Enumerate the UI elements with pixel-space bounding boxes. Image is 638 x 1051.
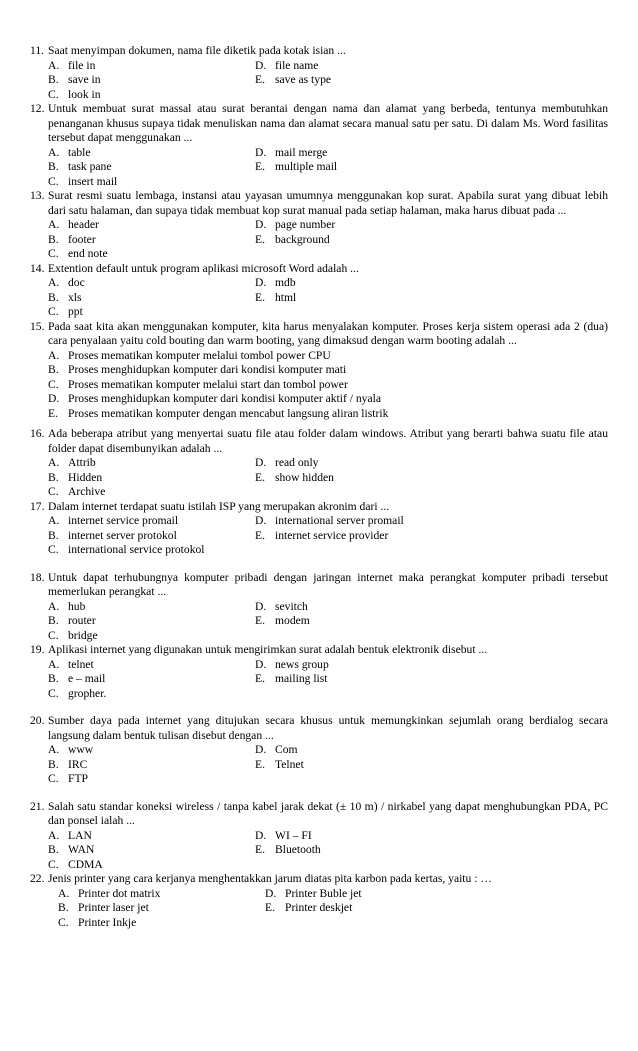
options [48,276,608,320]
option-c [48,175,255,190]
option-d [255,514,608,529]
option-b [48,73,255,88]
option-letter: C. [48,305,59,318]
option-text: Printer laser jet [78,901,149,914]
option-text: show hidden [275,470,334,484]
option-a [58,887,265,902]
option-text: mdb [275,276,296,289]
question-number: 16. [30,427,45,440]
question-21 [30,800,608,873]
option-letter: A. [48,599,60,613]
option-d [255,146,608,161]
option-text: news group [275,657,329,671]
option-letter: D. [255,514,267,527]
question-text: Untuk membuat surat massal atau surat berantai dengan nama dan alamat yang berbeda, tentunya membutuhkan penanganan khusus supaya tidak menuliskan nama dan alamat secara manual satu per satu. Di dalam Ms. Word fasilitas tersebut dapat menggunakan ... [48,102,608,144]
option-a [48,59,255,74]
option-letter: D. [255,456,267,469]
option-letter: C. [48,857,59,871]
option-letter: E. [255,290,265,304]
option-letter: A. [48,276,60,289]
option-text: Archive [68,485,106,498]
option-a [48,829,255,844]
option-c [48,629,255,644]
question-19 [30,643,608,701]
option-letter: A. [48,145,60,159]
option-d [265,887,608,902]
option-text: task pane [68,160,112,173]
option-text: xls [68,290,82,304]
option-letter: B. [48,470,59,484]
option-d [255,658,608,673]
option-e [265,901,608,916]
question-text: Salah satu standar koneksi wireless / tanpa kabel jarak dekat (± 10 m) / nirkabel yang dapat menghubungkan PDA, PC dan ponsel ialah ... [48,799,608,827]
option-letter: B. [48,614,59,627]
question-text: Extention default untuk program aplikasi microsoft Word adalah ... [48,261,359,275]
option-text: bridge [68,628,98,642]
options [58,887,608,931]
option-text: router [68,614,96,627]
option-d [255,218,608,233]
question-text: Jenis printer yang cara kerjanya menghentakkan jarum diatas pita karbon pada kertas, yaitu : … [48,872,492,885]
option-e [255,529,608,544]
option-letter: B. [48,843,59,856]
question-22 [30,872,608,930]
option-letter: A. [48,514,60,527]
option-b [48,672,255,687]
option-letter: D. [255,145,267,159]
question-text: Saat menyimpan dokumen, nama file diketik pada kotak isian ... [48,44,346,57]
option-text: footer [68,232,96,246]
option-letter: B. [48,757,59,771]
option-text: Printer dot matrix [78,886,161,900]
question-20 [30,714,608,787]
option-letter: D. [255,276,267,289]
option-e [255,233,608,248]
option-letter: E. [48,406,58,420]
option-text: CDMA [68,857,103,871]
option-letter: C. [58,915,69,929]
question-number: 19. [30,643,45,656]
question-12 [30,102,608,189]
option-text: mailing list [275,672,328,685]
option-text: Printer Buble jet [285,886,362,900]
question-number: 12. [30,102,45,115]
option-letter: B. [48,290,59,304]
options [48,743,608,787]
option-text: gropher. [68,686,107,700]
question-text: Aplikasi internet yang digunakan untuk mengirimkan surat adalah bentuk elektronik disebut ... [48,643,488,656]
option-e [255,291,608,306]
option-text: modem [275,614,310,627]
question-text: Surat resmi suatu lembaga, instansi atau yayasan umumnya menggunakan kop surat. Apabila surat yang dibuat lebih dari satu halaman, dan supaya tidak membuat kop surat manual pada setiap halaman, maka harus dibuat pada ... [48,189,608,217]
option-b [48,363,608,378]
option-letter: C. [48,485,59,498]
option-a [48,218,255,233]
option-a [48,743,255,758]
question-text: Sumber daya pada internet yang ditujukan secara khusus untuk memungkinkan sejumlah orang berdialog secara langsung dalam bentuk tulisan disebut dengan ... [48,714,608,742]
option-letter: D. [265,886,277,900]
option-e [255,614,608,629]
option-letter: A. [48,657,60,671]
question-text: Ada beberapa atribut yang menyertai suatu file atau folder dalam windows. Atribut yang berarti bahwa suatu file atau folder dapat disembunyikan adalah ... [48,427,608,455]
question-15 [30,320,608,422]
question-number: 11. [30,44,45,57]
option-letter: E. [255,73,265,86]
question-number: 15. [30,319,45,333]
question-number: 21. [30,799,45,813]
option-letter: B. [58,901,69,914]
option-letter: E. [255,470,265,484]
option-d [255,600,608,615]
option-letter: B. [48,160,59,173]
option-text: international service protokol [68,543,205,556]
option-letter: D. [255,657,267,671]
option-b [48,758,255,773]
option-letter: E. [255,757,265,771]
option-c [48,378,608,393]
option-text: WAN [68,843,95,856]
question-14 [30,262,608,320]
option-e [255,73,608,88]
option-a [48,514,255,529]
option-letter: C. [48,686,59,700]
option-letter: E. [255,232,265,246]
option-c [48,772,255,787]
option-a [48,600,255,615]
option-letter: B. [48,73,59,86]
option-text: Proses mematikan komputer melalui tombol power CPU [68,348,331,362]
option-letter: D. [255,58,267,72]
options [48,829,608,873]
option-text: background [275,232,330,246]
option-letter: B. [48,672,59,685]
option-e [48,407,608,422]
question-11 [30,44,608,102]
option-text: read only [275,456,319,469]
options [48,59,608,103]
option-letter: C. [48,377,59,391]
option-letter: A. [48,218,60,231]
option-letter: D. [255,743,267,756]
options [48,514,608,558]
option-text: WI – FI [275,828,312,842]
option-text: international server promail [275,514,404,527]
option-text: e – mail [68,672,106,685]
option-letter: C. [48,174,59,188]
option-text: internet server protokol [68,528,177,542]
option-text: internet service provider [275,528,389,542]
option-c [58,916,265,931]
options [48,146,608,190]
question-text: Dalam internet terdapat suatu istilah ISP yang merupakan akronim dari ... [48,499,390,513]
option-text: Com [275,743,298,756]
option-letter: D. [255,218,267,231]
option-text: end note [68,247,108,260]
option-d [255,743,608,758]
question-text: Untuk dapat terhubungnya komputer pribadi dengan jaringan internet maka perangkat komputer pribadi tersebut memerlukan perangkat ... [48,570,608,598]
option-c [48,687,255,702]
option-letter: B. [48,363,59,376]
option-text: LAN [68,828,92,842]
option-d [48,392,608,407]
option-a [48,456,255,471]
option-d [255,829,608,844]
option-b [48,614,255,629]
option-text: save in [68,73,101,86]
option-e [255,758,608,773]
option-text: hub [68,599,86,613]
option-text: Proses menghidupkan komputer dari kondisi komputer aktif / nyala [68,392,381,405]
option-text: insert mail [68,174,118,188]
option-letter: C. [48,247,59,260]
option-e [255,672,608,687]
option-text: header [68,218,99,231]
option-text: doc [68,276,85,289]
option-letter: E. [265,901,275,914]
option-letter: E. [255,160,265,173]
option-letter: C. [48,543,59,556]
option-text: multiple mail [275,160,338,173]
option-e [255,843,608,858]
option-c [48,858,255,873]
option-text: page number [275,218,336,231]
option-letter: B. [48,232,59,246]
option-text: Bluetooth [275,843,321,856]
option-text: Printer Inkje [78,915,137,929]
option-text: FTP [68,772,88,785]
option-b [48,160,255,175]
question-13 [30,189,608,262]
option-letter: E. [255,672,265,685]
option-b [48,471,255,486]
option-letter: B. [48,528,59,542]
option-letter: E. [255,843,265,856]
option-a [48,658,255,673]
question-18 [30,571,608,644]
option-e [255,471,608,486]
option-text: Telnet [275,757,304,771]
option-b [58,901,265,916]
option-letter: A. [48,743,60,756]
question-number: 18. [30,570,45,584]
question-number: 14. [30,261,45,275]
option-b [48,291,255,306]
option-text: Proses mematikan komputer melalui start dan tombol power [68,377,348,391]
option-letter: D. [48,392,60,405]
option-c [48,305,255,320]
option-c [48,485,255,500]
option-b [48,529,255,544]
option-d [255,456,608,471]
options [48,456,608,500]
option-d [255,276,608,291]
option-letter: A. [48,348,60,362]
option-c [48,543,255,558]
option-text: sevitch [275,599,308,613]
option-d [255,59,608,74]
option-c [48,247,255,262]
option-text: Hidden [68,470,103,484]
option-text: file in [68,58,96,72]
question-number: 22. [30,872,45,885]
option-e [255,160,608,175]
option-text: look in [68,87,101,101]
option-text: file name [275,58,319,72]
option-text: html [275,290,297,304]
option-text: internet service promail [68,514,179,527]
option-letter: C. [48,87,59,101]
option-text: telnet [68,657,94,671]
option-text: IRC [68,757,88,771]
option-text: www [68,743,94,756]
options [48,658,608,702]
option-a [48,146,255,161]
option-letter: A. [48,828,60,842]
option-text: Proses menghidupkan komputer dari kondisi komputer mati [68,363,347,376]
question-17 [30,500,608,558]
option-letter: A. [48,58,60,72]
question-number: 17. [30,499,45,513]
option-text: ppt [68,305,83,318]
option-text: Proses mematikan komputer dengan mencabut langsung aliran listrik [68,406,389,420]
option-letter: D. [255,599,267,613]
options [48,349,608,422]
option-letter: E. [255,614,265,627]
option-b [48,843,255,858]
option-a [48,349,608,364]
option-letter: C. [48,772,59,785]
option-c [48,88,255,103]
question-text: Pada saat kita akan menggunakan komputer, kita harus menyalakan komputer. Proses kerja sistem operasi ada 2 (dua) cara penyalaan yaitu cold bouting dan warm booting, yang dimaksud dengan warm booting adalah ... [48,319,608,347]
option-letter: A. [48,456,60,469]
option-b [48,233,255,248]
option-letter: C. [48,628,59,642]
option-text: save as type [275,73,332,86]
options [48,218,608,262]
question-16 [30,427,608,500]
question-number: 13. [30,189,45,202]
option-a [48,276,255,291]
question-number: 20. [30,714,45,727]
option-text: table [68,145,91,159]
option-letter: D. [255,828,267,842]
option-text: Printer deskjet [285,901,353,914]
option-text: mail merge [275,145,328,159]
options [48,600,608,644]
option-letter: A. [58,886,70,900]
option-text: Attrib [68,456,96,469]
option-letter: E. [255,528,265,542]
